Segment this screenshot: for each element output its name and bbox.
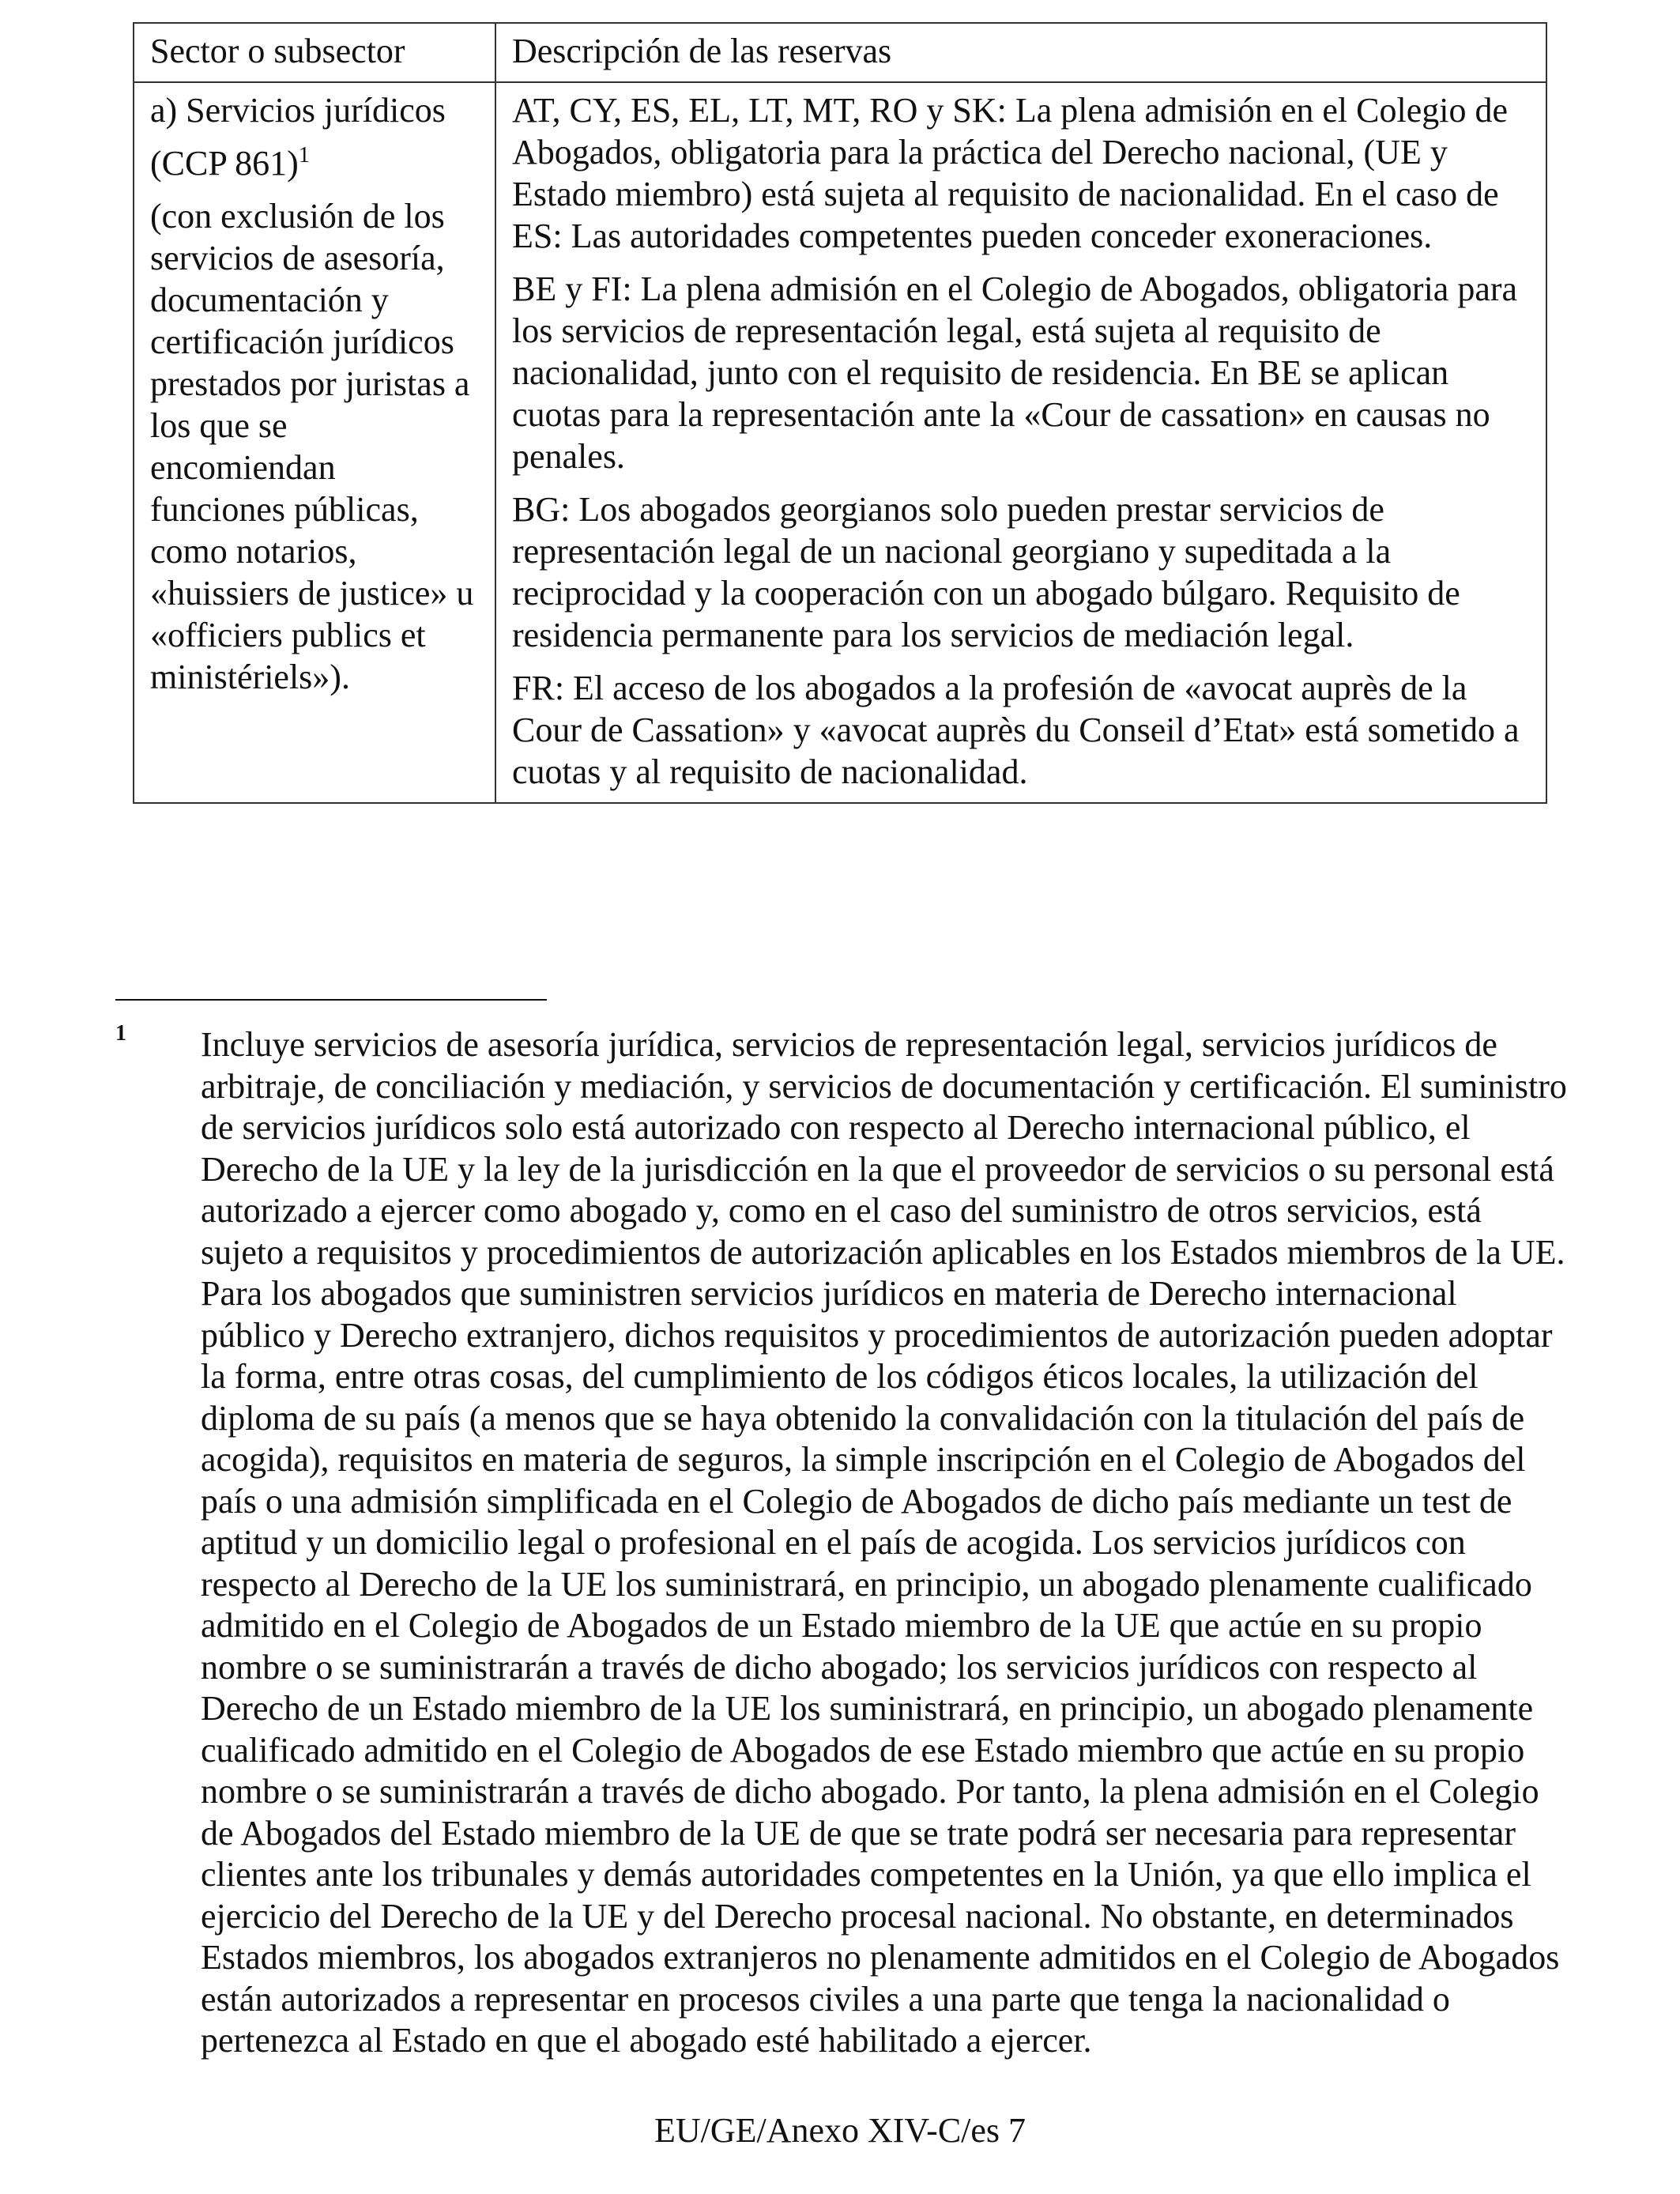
footnote-text: Incluye servicios de asesoría jurídica, servicios de representación legal, servicios jurídicos de arbitraje, de conciliación y mediación, y servicios de documentación y certificación. El suministro de servicios jurídicos solo está autorizado con respecto al Derecho internacional público, el Derecho de la UE y la ley de la jurisdicción en la que el proveedor de servicios o su personal está autorizado a ejercer como abogado y, como en el caso del suministro de otros servicios, está sujeto a requisitos y procedimientos de autorización aplicables en los Estados miembros de la UE. Para los abogados que suministren servicios jurídicos en materia de Derecho internacional público y Derecho extranjero, dichos requisitos y procedimientos de autorización pueden adoptar la forma, entre otras cosas, del cumplimiento de los códigos éticos locales, la utilización del diploma de su país (a menos que se haya obtenido la convalidación con la titulación del país de acogida), requisitos en materia de seguros, la simple inscripción en el Colegio de Abogados del país o una admisión simplificada en el Colegio de Abogados de dicho país mediante un test de aptitud y un domicilio legal o profesional en el país de acogida. Los servicios jurídicos con respecto al Derecho de la UE los suministrará, en principio, un abogado plenamente cualificado admitido en el Colegio de Abogados de un Estado miembro de la UE que actúe en su propio nombre o se suministrarán a través de dicho abogado; los servicios jurídicos con respecto al Derecho de un Estado miembro de la UE los suministrará, en principio, un abogado plenamente cualificado admitido en el Colegio de Abogados de ese Estado miembro que actúe en su propio nombre o se suministrarán a través de dicho abogado. Por tanto, la plena admisión en el Colegio de Abogados del Estado miembro de la UE de que se trate podrá ser necesaria para representar clientes ante los tribunales y demás autoridades competentes en la Unión, ya que ello implica el ejercicio del Derecho de la UE y del Derecho procesal nacional. No obstante, en determinados Estados miembros, los abogados extranjeros no plenamente admitidos en el Colegio de Abogados están autorizados a representar en procesos civiles a una parte que tenga la nacionalidad o pertenezca al Estado en que el abogado esté habilitado a ejercer. bbox=[201, 1025, 1567, 2060]
reservations-table bbox=[133, 22, 1547, 804]
footnote-number: 1 bbox=[115, 1021, 126, 1046]
footnote-separator bbox=[115, 999, 547, 1001]
description-cell bbox=[495, 82, 1546, 803]
reservation-paragraph: BE y FI: La plena admisión en el Colegio de Abogados, obligatoria para los servicios de representación legal, está sujeta al requisito de nacionalidad, junto con el requisito de residencia. En BE se aplican cuotas para la representación ante la «Cour de cassation» en causas no penales. bbox=[512, 270, 1518, 476]
sector-code: (CCP 861) bbox=[150, 144, 299, 183]
table-row bbox=[134, 82, 1546, 803]
reservation-paragraph: BG: Los abogados georgianos solo pueden prestar servicios de representación legal de un nacional georgiano y supeditada a la reciprocidad y la cooperación con un abogado búlgaro. Requisito de residencia permanente para los servicios de mediación legal. bbox=[512, 490, 1460, 654]
sector-scope: (con exclusión de los servicios de asesoría, documentación y certificación jurídicos prestados por juristas a los que se encomiendan funciones públicas, como notarios, «huissiers de justice» u «officiers publics et ministériels»). bbox=[150, 197, 474, 696]
sector-title: a) Servicios jurídicos bbox=[150, 91, 446, 130]
sector-cell bbox=[134, 82, 495, 803]
sector-code-line bbox=[150, 142, 479, 184]
header-sector: Sector o subsector bbox=[134, 23, 495, 82]
page-footer: EU/GE/Anexo XIV-C/es 7 bbox=[654, 2111, 1026, 2150]
footnote bbox=[115, 1021, 1569, 2062]
table-header-row bbox=[134, 23, 1546, 82]
header-description: Descripción de las reservas bbox=[495, 23, 1546, 82]
reservation-paragraph: AT, CY, ES, EL, LT, MT, RO y SK: La plena admisión en el Colegio de Abogados, obligatoria para la práctica del Derecho nacional, (UE y Estado miembro) está sujeta al requisito de nacionalidad. En el caso de ES: Las autoridades competentes pueden conceder exoneraciones. bbox=[512, 91, 1508, 255]
reservation-paragraph: FR: El acceso de los abogados a la profesión de «avocat auprès de la Cour de Cassation» y «avocat auprès du Conseil d’Etat» está sometido a cuotas y al requisito de nacionalidad. bbox=[512, 669, 1520, 791]
footnote-reference[interactable]: 1 bbox=[298, 143, 310, 168]
